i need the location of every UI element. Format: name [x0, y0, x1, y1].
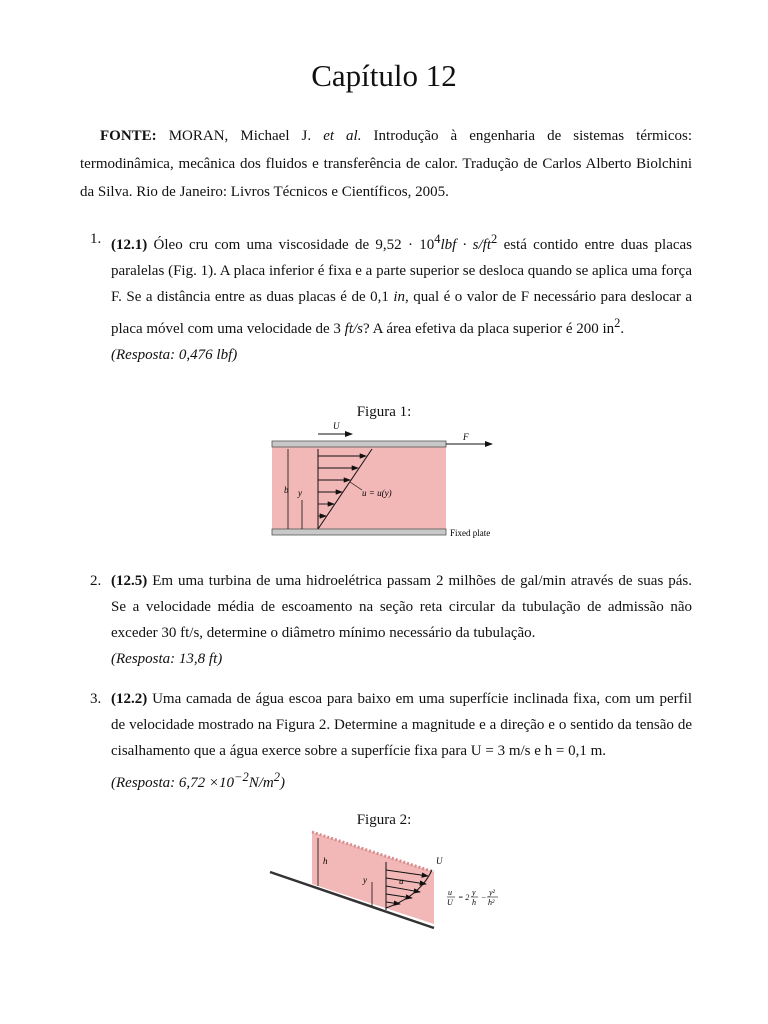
question-number: 2.: [90, 573, 102, 589]
answer: (Resposta: 13,8 ft): [111, 651, 223, 667]
label-fixed-plate: Fixed plate: [450, 528, 491, 538]
question-body: [111, 226, 692, 368]
fixed-plate: [272, 529, 446, 535]
question-body: [111, 568, 692, 672]
svg-text:y²: y²: [489, 888, 495, 897]
source-author: MORAN, Michael J.: [168, 128, 312, 144]
exponent: −2: [234, 770, 249, 784]
question-text: , qual é o valor de F necessário para deslocar a placa móvel com uma velocidade de 3: [111, 289, 693, 337]
answer-part: ): [279, 775, 285, 791]
question-1: [80, 226, 692, 368]
question-text: está contido entre duas placas paralelas (Fig. 1). A placa inferior é fixa e a parte superior se desloca quando se aplica uma força F. Se a distância entre as duas placas é de 0,1: [111, 237, 692, 305]
svg-text:= 2: = 2: [458, 893, 470, 902]
question-2: [80, 568, 692, 672]
label-F: F: [463, 432, 469, 442]
label-u: u: [399, 876, 404, 886]
question-ref: (12.1): [111, 237, 148, 253]
question-ref: (12.2): [111, 691, 148, 707]
answer: [111, 764, 692, 796]
svg-text:u: u: [448, 888, 452, 897]
exponent: 4: [434, 232, 441, 246]
question-body: [111, 686, 692, 796]
chapter-title: Capítulo 12: [311, 58, 457, 93]
label-y: y: [298, 488, 302, 498]
question-number: 3.: [90, 691, 102, 707]
moving-plate: [272, 441, 446, 447]
water-layer: [312, 832, 434, 924]
label-u: u = u(y): [362, 488, 392, 498]
question-ref: (12.5): [111, 573, 148, 589]
unit: lbf · s/ft: [440, 237, 492, 253]
svg-text:−: −: [481, 893, 487, 902]
question-number: 1.: [90, 231, 102, 247]
figure-1-caption: Figura 1:: [356, 404, 412, 420]
source-label: FONTE:: [100, 128, 157, 144]
figure-2-caption: Figura 2:: [356, 812, 412, 828]
source-text: Introdução à engenharia de sistemas térmicos: termodinâmica, mecânica dos fluidos e transferência de calor. Tradução de Carlos Alberto Biolchini da Silva. Rio de Janeiro: Livros Técnicos e Científicos, 2005.: [80, 128, 692, 200]
unit: in: [393, 289, 406, 305]
label-b: b: [284, 485, 289, 495]
unit: ft/s: [344, 321, 364, 337]
label-U: U: [333, 421, 340, 431]
label-y: y: [363, 875, 367, 885]
exponent: 2: [273, 770, 280, 784]
label-U: U: [436, 856, 443, 866]
answer: (Resposta: 0,476 lbf): [111, 347, 238, 363]
figure-1: [262, 418, 512, 544]
svg-text:y: y: [472, 888, 476, 897]
exponent: 2: [491, 232, 498, 246]
source-citation: [80, 122, 692, 206]
answer-part: (Resposta: 6,72 ×10: [111, 775, 235, 791]
answer-part: N/m: [248, 775, 274, 791]
question-text: Óleo cru com uma viscosidade de 9,52 · 10: [153, 237, 435, 253]
figure-2: [262, 826, 512, 946]
profile-equation: [447, 888, 498, 907]
svg-text:h²: h²: [488, 898, 495, 907]
exponent: 2: [614, 316, 621, 330]
svg-text:U: U: [447, 898, 453, 907]
question-text: ? A área efetiva da placa superior é 200 in: [363, 321, 615, 337]
label-h: h: [323, 856, 328, 866]
question-text: .: [620, 321, 625, 337]
question-text: Uma camada de água escoa para baixo em uma superfície inclinada fixa, com um perfil de velocidade mostrado na Figura 2. Determine a magnitude e a direção e o sentido da tensão de cisalhamento que a água exerce sobre a superfície fixa para U = 3 m/s e h = 0,1 m.: [111, 691, 693, 759]
question-3: [80, 686, 692, 796]
source-etal: et al.: [323, 128, 362, 144]
svg-text:h: h: [472, 898, 476, 907]
question-text: Em uma turbina de uma hidroelétrica passam 2 milhões de gal/min através de suas pás. Se a velocidade média de escoamento na seção reta circular da tubulação de admissão não exceder 30 ft/s, determine o diâmetro mínimo necessário da tubulação.: [111, 573, 692, 641]
